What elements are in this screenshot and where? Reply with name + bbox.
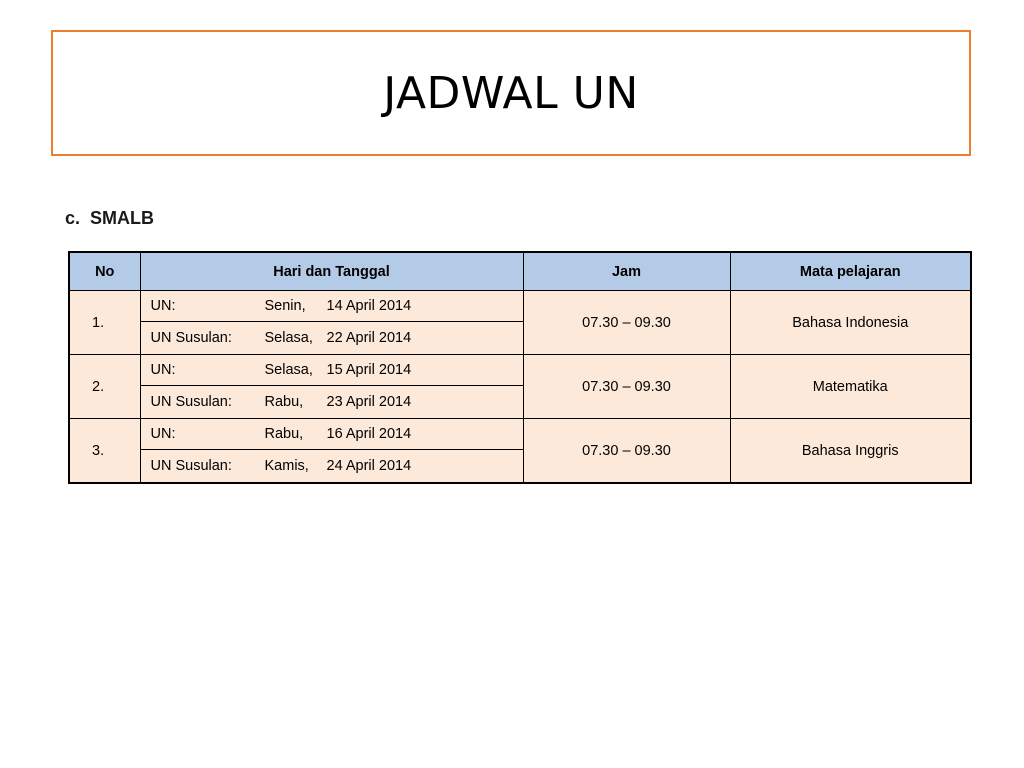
date-value: 22 April 2014 [326,330,412,346]
date-day: Kamis, [264,458,309,474]
title-box [51,30,971,156]
subject: Bahasa Indonesia [730,291,971,355]
row-number: 3. [69,419,140,484]
date-kind: UN: [150,298,176,314]
schedule-table [68,251,972,484]
subject: Bahasa Inggris [730,419,971,484]
date-un [140,291,523,322]
exam-time: 07.30 – 09.30 [523,291,730,355]
date-un [140,355,523,386]
date-value: 15 April 2014 [326,362,412,378]
exam-time: 07.30 – 09.30 [523,419,730,484]
date-day: Selasa, [264,330,313,346]
row-number: 2. [69,355,140,419]
row-number: 1. [69,291,140,355]
date-kind: UN Susulan: [150,394,232,410]
date-value: 16 April 2014 [326,426,412,442]
date-un [140,419,523,450]
header-no: No [69,252,140,291]
header-hari-tanggal: Hari dan Tanggal [140,252,523,291]
section-heading: c. SMALB [65,208,155,228]
date-value: 14 April 2014 [326,298,412,314]
date-susulan [140,322,523,355]
date-value: 24 April 2014 [326,458,412,474]
date-susulan [140,386,523,419]
header-jam: Jam [523,252,730,291]
table-row [69,419,971,450]
exam-time: 07.30 – 09.30 [523,355,730,419]
date-kind: UN Susulan: [150,458,232,474]
table-header-row [69,252,971,291]
date-kind: UN: [150,426,176,442]
subject: Matematika [730,355,971,419]
date-value: 23 April 2014 [326,394,412,410]
table-row [69,355,971,386]
date-day: Selasa, [264,362,313,378]
header-mata-pelajaran: Mata pelajaran [730,252,971,291]
date-day: Senin, [264,298,306,314]
date-susulan [140,450,523,484]
date-day: Rabu, [264,394,304,410]
date-kind: UN Susulan: [150,330,232,346]
date-day: Rabu, [264,426,304,442]
date-kind: UN: [150,362,176,378]
table-row [69,291,971,322]
slide-title: JADWAL UN [383,67,639,119]
